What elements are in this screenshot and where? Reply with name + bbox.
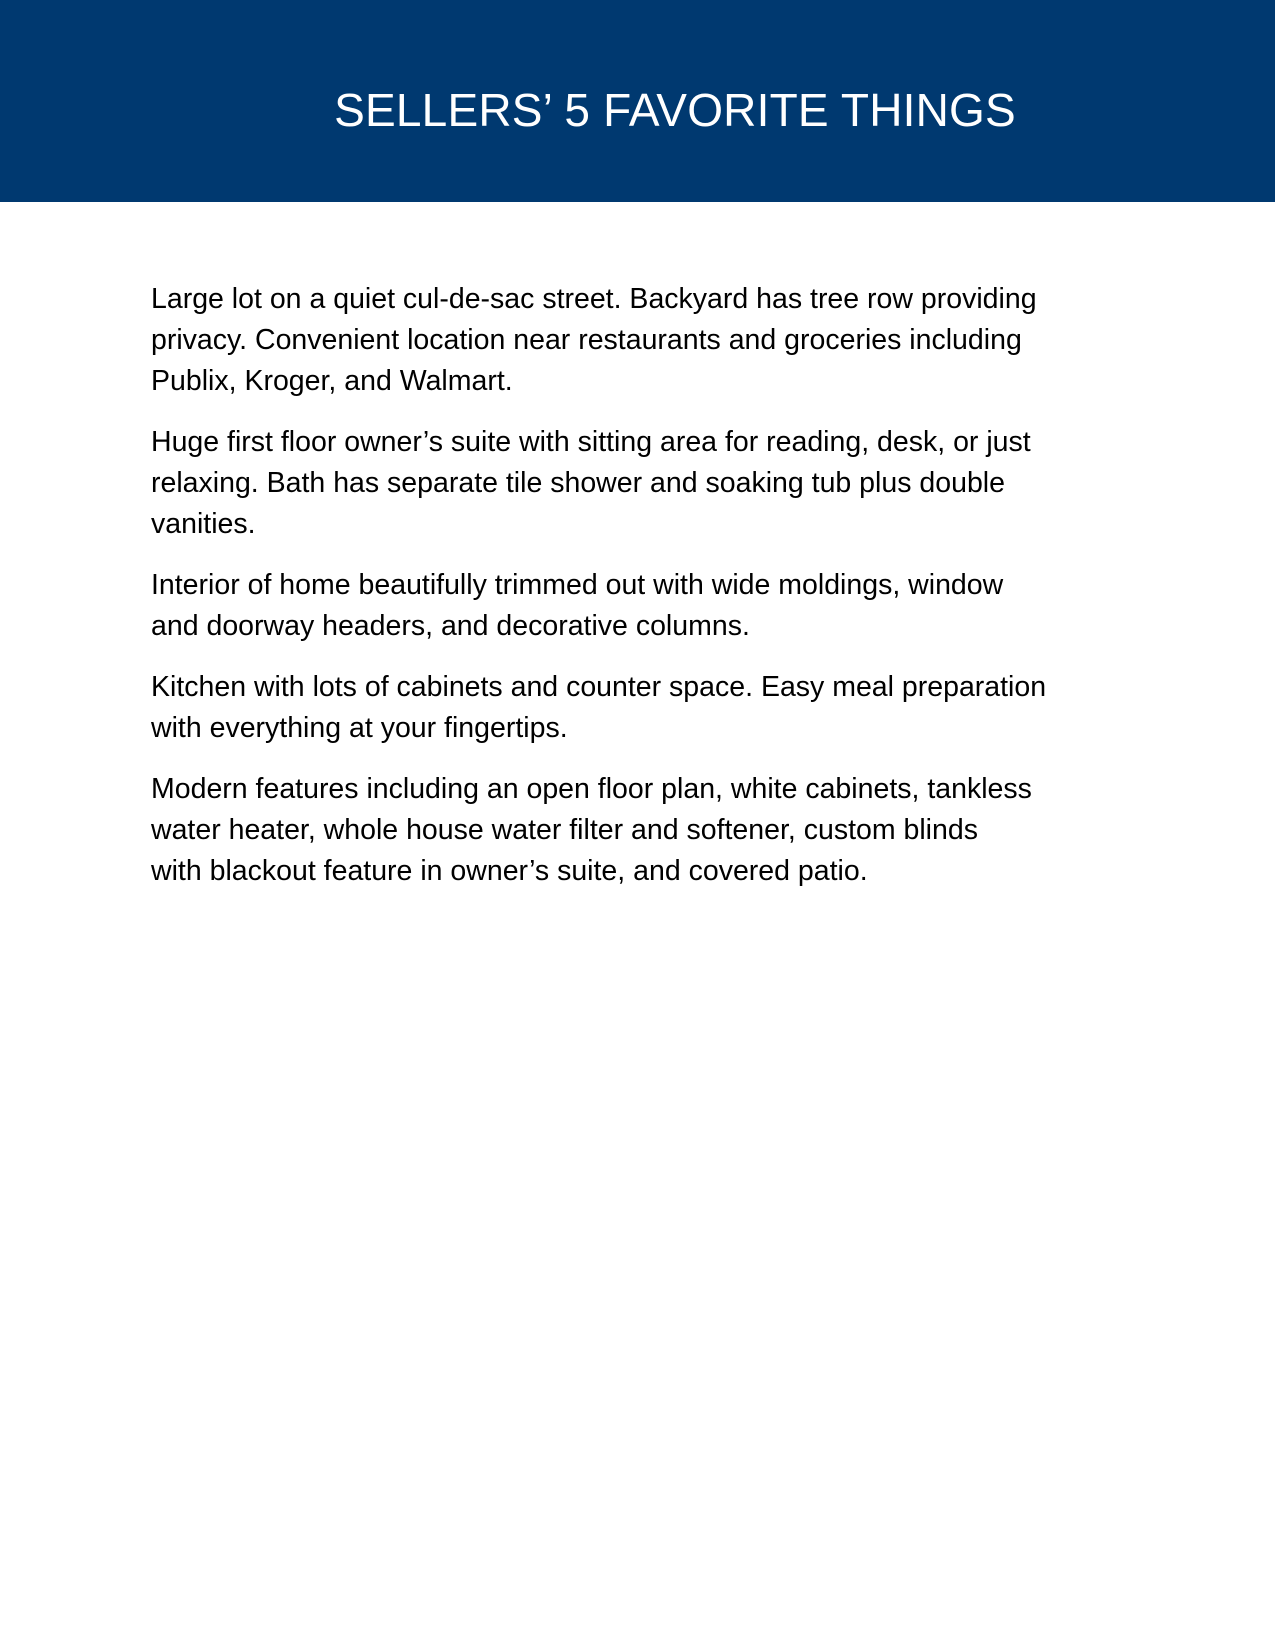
favorite-item-2: Huge first floor owner’s suite with sitting area for reading, desk, or just relaxing. Bath has separate tile shower and soaking tub plus double vanities. xyxy=(151,426,1031,540)
favorite-item-1: Large lot on a quiet cul-de-sac street. Backyard has tree row providing privacy. Convenient location near restaurants and groceries including Publix, Kroger, and Walmart. xyxy=(151,283,1037,397)
favorite-item-5: Modern features including an open floor plan, white cabinets, tankless water heater, whole house water filter and softener, custom blinds with blackout feature in owner’s suite, and covered patio. xyxy=(151,773,1032,887)
favorite-item-3: Interior of home beautifully trimmed out with wide moldings, window and doorway headers, and decorative columns. xyxy=(151,569,1004,642)
header-banner xyxy=(0,0,1275,202)
page-title: SELLERS’ 5 FAVORITE THINGS xyxy=(334,84,1016,136)
favorites-list xyxy=(151,279,1131,912)
favorite-item-4: Kitchen with lots of cabinets and counter space. Easy meal preparation with everything at your fingertips. xyxy=(151,671,1047,744)
